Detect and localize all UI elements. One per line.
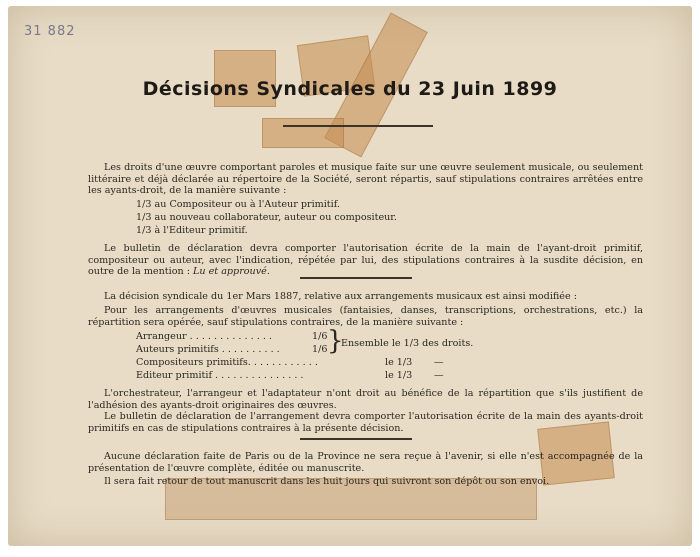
arrangement-row-dash: — (434, 370, 444, 381)
decision3-p1: Aucune déclaration faite de Paris ou de la Province ne sera reçue à l'avenir, si elle n'est accompagnée de la présentation de l'œuvre complète, éditée ou manuscrite. (88, 451, 643, 474)
arrangement-row-share: le 1/3 (385, 370, 413, 381)
arrangement-row-share: le 1/3 (385, 357, 413, 368)
share-line: 1/3 au Compositeur ou à l'Auteur primitif. (136, 199, 340, 210)
decision1-intro: Les droits d'une œuvre comportant paroles et musique faite sur une œuvre seulement musicale, ou seulement littéraire et déjà déclarée au répertoire de la Société, seront répartis, sauf stipulations contraires arrêtées entre les ayants-droit, de la manière suivante : (88, 162, 643, 196)
title-underline (283, 125, 433, 127)
share-line: 1/3 au nouveau collaborateur, auteur ou compositeur. (136, 212, 397, 223)
arrangement-row-label: Editeur primitif . . . . . . . . . . . . . . . (136, 370, 304, 381)
decision2-p2: Le bulletin de déclaration de l'arrangement devra comporter l'autorisation écrite de la main des ayants-droit primitifs en cas de stipulations contraires à la présente décision. (88, 411, 643, 434)
arrangement-row-label: Arrangeur . . . . . . . . . . . . . . (136, 331, 272, 342)
decision1-note-text: Le bulletin de déclaration devra comporter l'autorisation écrite de la main de l'ayant-droit primitif, compositeur ou auteur, avec l'indication, répétée par lui, des stipulations contraires à la susdite décision, en outre de la mention : (88, 243, 643, 277)
arrangement-row-label: Compositeurs primitifs. . . . . . . . . . . . (136, 357, 318, 368)
decision1-note-italic: Lu et approuvé. (193, 266, 270, 277)
section-rule (300, 277, 412, 279)
arrangement-row-label: Auteurs primitifs . . . . . . . . . . (136, 344, 280, 355)
arrangement-row-dash: — (434, 357, 444, 368)
page-title: Décisions Syndicales du 23 Juin 1899 (142, 78, 558, 100)
decision1-note (88, 243, 643, 278)
arrangement-row-share: 1/6 (312, 344, 328, 355)
together-note: Ensemble le 1/3 des droits. (341, 338, 474, 349)
brace-icon: } (327, 326, 344, 356)
section-rule (300, 438, 412, 440)
decision2-para: Pour les arrangements d'œuvres musicales (fantaisies, danses, transcriptions, orchestrations, etc.) la répartition sera opérée, sauf stipulations contraires, de la manière suivante : (88, 305, 643, 328)
pencil-inventory-number: 31 882 (24, 24, 76, 39)
decision3-p2: Il sera fait retour de tout manuscrit dans les huit jours qui suivront son dépôt ou son envoi. (104, 476, 550, 487)
tape-strip (262, 118, 344, 148)
decision2-intro: La décision syndicale du 1er Mars 1887, relative aux arrangements musicaux est ainsi modifiée : (104, 291, 577, 302)
arrangement-row-share: 1/6 (312, 331, 328, 342)
share-line: 1/3 à l'Editeur primitif. (136, 225, 248, 236)
decision2-p1: L'orchestrateur, l'arrangeur et l'adaptateur n'ont droit au bénéfice de la répartition que s'ils justifient de l'adhésion des ayants-droit originaires des œuvres. (88, 388, 643, 411)
